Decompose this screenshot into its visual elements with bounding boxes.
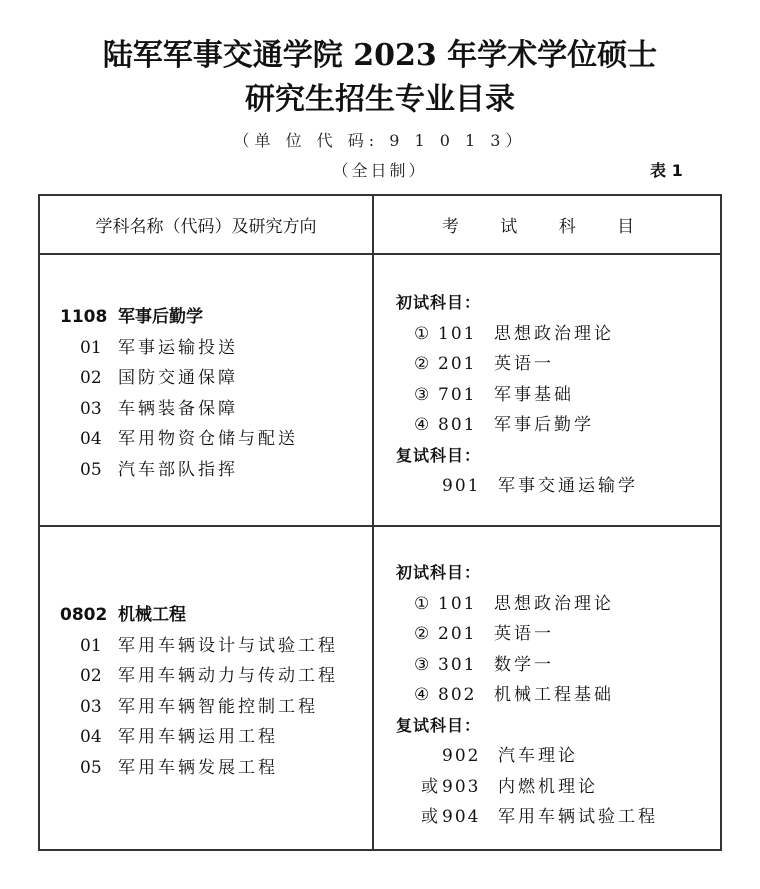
direction-item [60, 333, 298, 364]
header-divider [40, 253, 720, 255]
major-heading [60, 600, 338, 631]
subject-code: 903 [442, 776, 481, 797]
subject-number: ① [414, 593, 430, 614]
exam-subject [396, 380, 638, 411]
direction-code: 01 [80, 635, 102, 656]
subject-name: 数学一 [494, 654, 554, 675]
direction-code: 03 [80, 696, 102, 717]
subject-number: ④ [414, 415, 430, 435]
major-code: 0802 [60, 605, 108, 625]
column-header-discipline: 学科名称（代码）及研究方向 [95, 217, 317, 237]
subject-code: 904 [442, 807, 481, 827]
exam-subject [396, 680, 658, 711]
exam-subject [396, 410, 638, 441]
subject-prefix: 或 [421, 776, 438, 797]
major-code: 1108 [60, 307, 108, 327]
direction-code: 02 [80, 666, 102, 686]
direction-item [60, 661, 338, 692]
subject-name: 英语一 [494, 354, 554, 374]
retest-subject [396, 471, 638, 502]
direction-code: 03 [80, 398, 102, 419]
subject-code: 802 [438, 685, 477, 705]
subject-code: 101 [438, 593, 477, 614]
exam-cell-0802 [396, 558, 658, 833]
direction-code: 05 [80, 459, 102, 480]
column-header-exams: 考 试 科 目 [441, 217, 653, 237]
major-heading [60, 302, 298, 333]
unit-code: （单 位 代 码: 9 1 0 1 3） [233, 131, 527, 150]
exam-subject [396, 319, 638, 350]
subject-name: 军事后勤学 [494, 415, 594, 435]
major-cell-0802 [60, 600, 338, 783]
subject-prefix: 或 [421, 807, 438, 827]
subject-code: 101 [438, 323, 477, 344]
exam-subject [396, 349, 638, 380]
exam-subject [396, 589, 658, 620]
direction-name: 军用车辆运用工程 [118, 727, 278, 747]
direction-item [60, 394, 298, 425]
document-title-line1: 陆军军事交通学院 2023 年学术学位硕士 [102, 38, 658, 73]
subject-name: 机械工程基础 [494, 685, 614, 705]
direction-name: 军用车辆设计与试验工程 [118, 635, 338, 656]
retest-subject [396, 802, 658, 833]
direction-item [60, 631, 338, 662]
subject-code: 201 [438, 624, 477, 644]
exam-subject [396, 650, 658, 681]
direction-code: 01 [80, 337, 102, 358]
direction-item [60, 424, 298, 455]
subject-number: ② [414, 624, 430, 644]
table-number: 表 1 [650, 161, 683, 180]
direction-item [60, 455, 298, 486]
retest-subject [396, 741, 658, 772]
subject-code: 901 [442, 476, 481, 496]
direction-item [60, 722, 338, 753]
document-title-line2: 研究生招生专业目录 [245, 82, 515, 117]
subject-name: 军事交通运输学 [498, 476, 638, 496]
row-divider [40, 525, 720, 527]
direction-code: 04 [80, 429, 102, 449]
subject-number: ② [414, 354, 430, 374]
direction-name: 军用车辆发展工程 [118, 757, 278, 778]
column-divider [372, 196, 374, 849]
retest-subject [396, 772, 658, 803]
subject-number: ③ [414, 654, 430, 675]
subject-name: 汽车理论 [498, 746, 578, 766]
retest-exam-label: 复试科目： [396, 715, 482, 735]
subject-name: 军事基础 [494, 384, 574, 405]
catalog-table [38, 194, 722, 851]
exam-cell-1108 [396, 288, 638, 502]
subject-code: 301 [438, 654, 477, 675]
direction-item [60, 692, 338, 723]
subject-name: 英语一 [494, 624, 554, 644]
subject-name: 内燃机理论 [498, 776, 598, 797]
direction-name: 军事运输投送 [118, 337, 238, 358]
direction-code: 02 [80, 368, 102, 388]
subject-code: 701 [438, 384, 477, 405]
subject-code: 902 [442, 746, 481, 766]
subject-code: 201 [438, 354, 477, 374]
subject-name: 军用车辆试验工程 [498, 807, 658, 827]
direction-name: 军用物资仓储与配送 [118, 429, 298, 449]
direction-item [60, 363, 298, 394]
exam-subject [396, 619, 658, 650]
direction-name: 军用车辆动力与传动工程 [118, 666, 338, 686]
subject-name: 思想政治理论 [494, 323, 614, 344]
direction-name: 国防交通保障 [118, 368, 238, 388]
direction-name: 军用车辆智能控制工程 [118, 696, 318, 717]
direction-code: 05 [80, 757, 102, 778]
retest-exam-label: 复试科目： [396, 445, 482, 465]
study-mode: （全日制） [332, 161, 428, 180]
direction-item [60, 753, 338, 784]
direction-name: 汽车部队指挥 [118, 459, 238, 480]
initial-exam-label: 初试科目： [396, 563, 482, 582]
subject-code: 801 [438, 415, 477, 435]
subject-number: ① [414, 323, 430, 344]
major-name: 机械工程 [118, 605, 186, 625]
subject-name: 思想政治理论 [494, 593, 614, 614]
subject-number: ④ [414, 685, 430, 705]
initial-exam-label: 初试科目： [396, 293, 482, 312]
direction-name: 车辆装备保障 [118, 398, 238, 419]
subject-number: ③ [414, 384, 430, 405]
direction-code: 04 [80, 727, 102, 747]
major-name: 军事后勤学 [118, 307, 203, 327]
major-cell-1108 [60, 302, 298, 485]
